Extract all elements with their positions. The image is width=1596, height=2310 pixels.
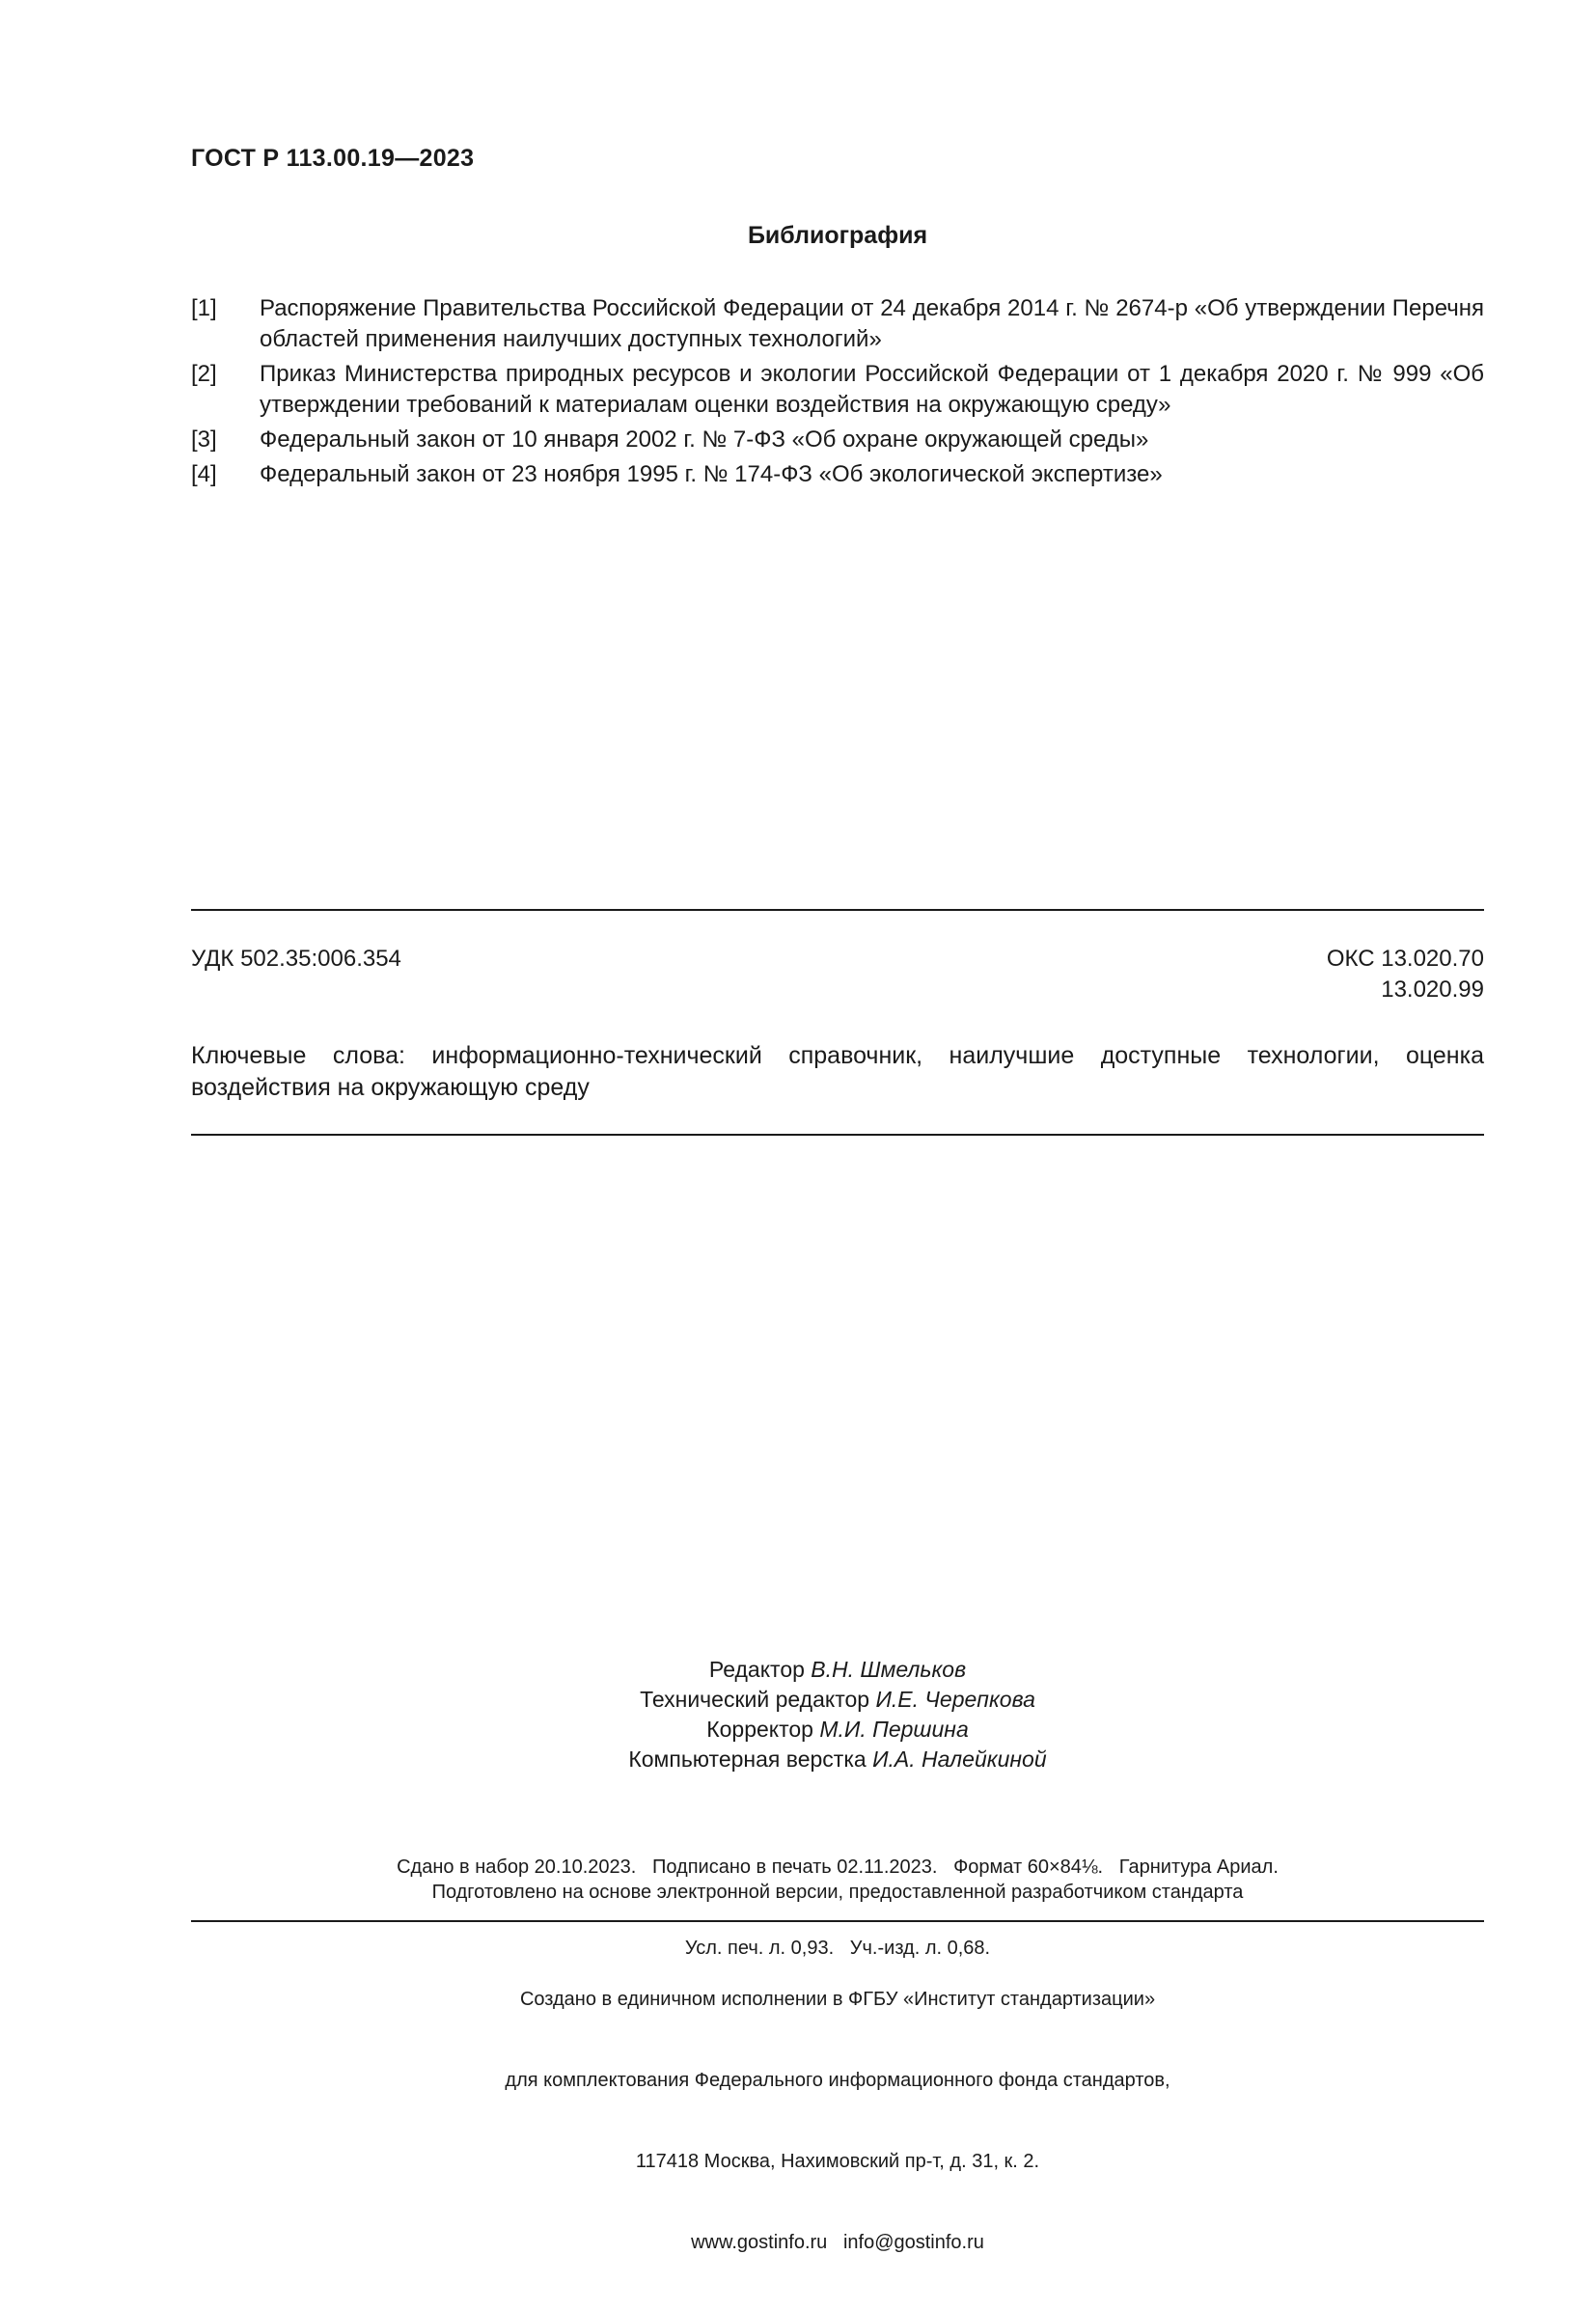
bibliography-item-text: Распоряжение Правительства Российской Федерации от 24 декабря 2014 г. № 2674-р «Об утверждении Перечня областей применения наилучших доступных технологий» xyxy=(260,295,1484,352)
publisher-line: Создано в единичном исполнении в ФГБУ «Институт стандартизации» xyxy=(519,1989,1156,2010)
credit-line xyxy=(191,1685,1484,1715)
credit-name: В.Н. Шмельков xyxy=(811,1657,967,1682)
bibliography-item-number: [4] xyxy=(191,461,217,487)
bibliography-item-text: Федеральный закон от 10 января 2002 г. № 7-ФЗ «Об охране окружающей среды» xyxy=(260,426,1149,453)
credits-block xyxy=(191,1655,1484,1774)
credit-name: И.А. Налейкиной xyxy=(872,1746,1047,1772)
prepared-note: Подготовлено на основе электронной версии, предоставленной разработчиком стандарта xyxy=(431,1882,1244,1903)
bibliography-title: Библиография xyxy=(747,222,928,249)
divider-line xyxy=(191,909,1484,911)
credit-role: Редактор xyxy=(708,1657,805,1682)
bibliography-item xyxy=(191,359,1484,421)
credit-role: Технический редактор xyxy=(640,1687,870,1712)
bibliography-item-number: [3] xyxy=(191,426,217,453)
oks-code-line: ОКС 13.020.70 xyxy=(1326,946,1484,972)
oks-codes xyxy=(1327,944,1484,1005)
credit-name: М.И. Першина xyxy=(819,1717,969,1742)
publisher-line: www.gostinfo.ru info@gostinfo.ru xyxy=(691,2232,984,2253)
document-code: ГОСТ Р 113.00.19—2023 xyxy=(191,145,475,172)
bibliography-item xyxy=(191,293,1484,355)
print-info-line: Усл. печ. л. 0,93. Уч.-изд. л. 0,68. xyxy=(684,1938,991,1959)
oks-code-line: 13.020.99 xyxy=(1381,976,1484,1003)
bibliography-item xyxy=(191,459,1484,490)
credit-role: Корректор xyxy=(706,1717,813,1742)
bibliography-item-text: Приказ Министерства природных ресурсов и экологии Российской Федерации от 1 декабря 2020 г. № 999 «Об утверждении требований к материалам оценки воздействия на окружающую среду» xyxy=(260,361,1484,418)
divider-line xyxy=(191,1920,1484,1922)
bibliography-item xyxy=(191,425,1484,455)
bibliography-item-text: Федеральный закон от 23 ноября 1995 г. № 174-ФЗ «Об экологической экспертизе» xyxy=(260,461,1163,487)
bibliography-item-number: [2] xyxy=(191,361,217,387)
credit-line xyxy=(191,1745,1484,1774)
publisher-block xyxy=(191,1932,1484,2310)
keywords-paragraph: Ключевые слова: информационно-технический справочник, наилучшие доступные технологии, оценка воздействия на окружающую среду xyxy=(191,1042,1484,1101)
bibliography-list xyxy=(191,293,1484,494)
divider-line xyxy=(191,1134,1484,1136)
credit-name: И.Е. Черепкова xyxy=(875,1687,1035,1712)
bibliography-item-number: [1] xyxy=(191,295,217,321)
publisher-line: 117418 Москва, Нахимовский пр-т, д. 31, к. 2. xyxy=(635,2151,1040,2172)
credit-line xyxy=(191,1715,1484,1745)
udk-code: УДК 502.35:006.354 xyxy=(191,946,401,972)
print-info-line: Сдано в набор 20.10.2023. Подписано в печать 02.11.2023. Формат 60×84⅛. Гарнитура Ариал. xyxy=(397,1856,1279,1878)
publisher-line: для комплектования Федерального информационного фонда стандартов, xyxy=(505,2070,1170,2091)
credit-role: Компьютерная верстка xyxy=(628,1746,867,1772)
credit-line xyxy=(191,1655,1484,1685)
